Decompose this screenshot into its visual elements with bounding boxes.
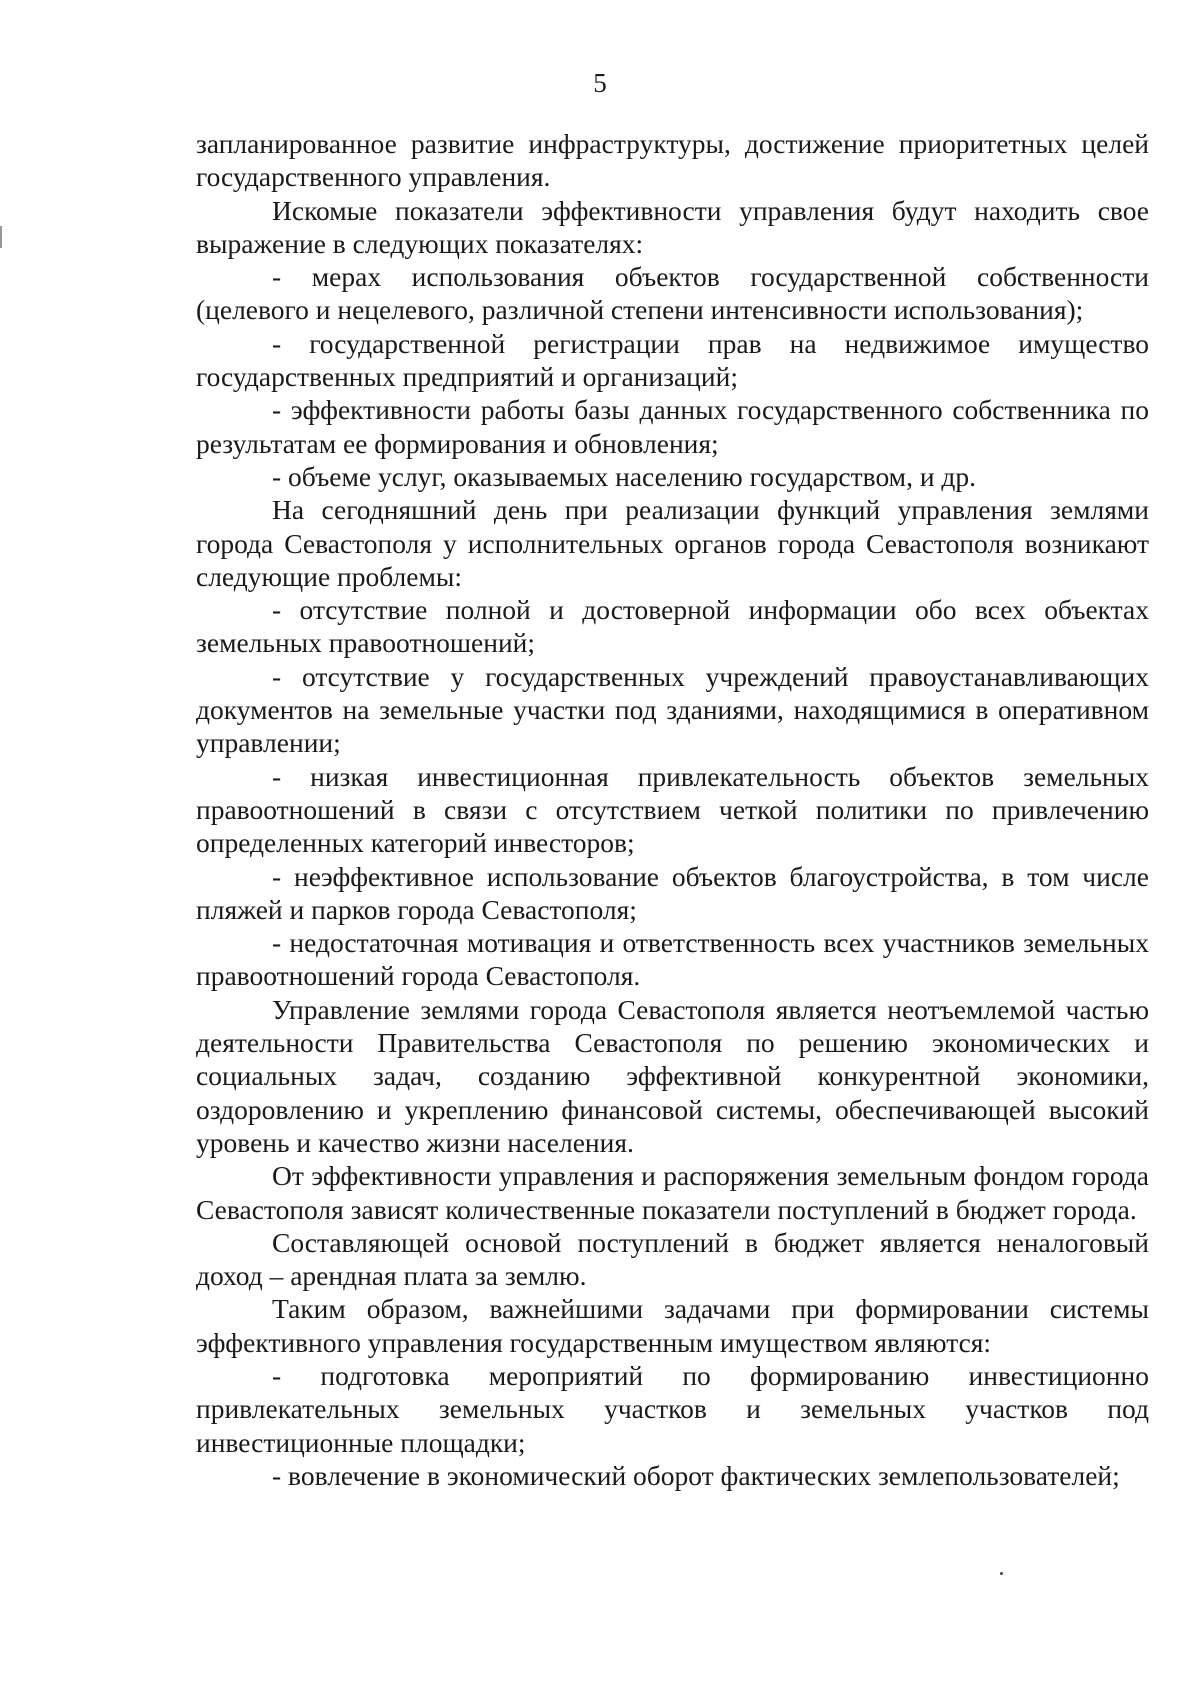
list-item: - неэффективное использование объектов благоустройства, в том числе пляжей и парков города Севастополя; bbox=[196, 860, 1149, 925]
list-item: - низкая инвестиционная привлекательность объектов земельных правоотношений в связи с отсутствием четкой политики по привлечению определенных категорий инвесторов; bbox=[196, 760, 1149, 859]
paragraph: От эффективности управления и распоряжения земельным фондом города Севастополя зависят количественные показатели поступлений в бюджет города. bbox=[196, 1160, 1149, 1225]
scan-speck bbox=[1000, 1572, 1003, 1575]
paragraph: Таким образом, важнейшими задачами при формировании системы эффективного управления государственным имуществом являются: bbox=[196, 1293, 1149, 1358]
list-item: - отсутствие полной и достоверной информации обо всех объектах земельных правоотношений; bbox=[196, 594, 1149, 659]
paragraph: запланированное развитие инфраструктуры, достижение приоритетных целей государственного управления. bbox=[196, 128, 1149, 193]
list-item: - вовлечение в экономический оборот фактических землепользователей; bbox=[272, 1459, 1120, 1491]
page-number: 5 bbox=[593, 68, 607, 98]
list-item: - недостаточная мотивация и ответственность всех участников земельных правоотношений города Севастополя. bbox=[196, 927, 1149, 992]
scan-edge-mark bbox=[0, 226, 2, 248]
list-item: - объеме услуг, оказываемых населению государством, и др. bbox=[272, 460, 977, 492]
document-body bbox=[196, 127, 1149, 1492]
list-item: - подготовка мероприятий по формированию инвестиционно привлекательных земельных участков и земельных участков под инвестиционные площадки; bbox=[196, 1359, 1149, 1458]
list-item: - мерах использования объектов государственной собственности (целевого и нецелевого, различной степени интенсивности использования); bbox=[196, 261, 1149, 326]
paragraph: Составляющей основой поступлений в бюджет является неналоговый доход – арендная плата за землю. bbox=[196, 1226, 1149, 1292]
paragraph: Управление землями города Севастополя является неотъемлемой частью деятельности Правительства Севастополя по решению экономических и социальных задач, созданию эффективной конкурентной экономики, оздоровлению и укреплению финансовой системы, обеспечивающей высокий уровень и качество жизни населения. bbox=[196, 993, 1149, 1158]
list-item: - государственной регистрации прав на недвижимое имущество государственных предприятий и организаций; bbox=[196, 327, 1149, 393]
list-item: - отсутствие у государственных учреждений правоустанавливающих документов на земельные участки под зданиями, находящимися в оперативном управлении; bbox=[196, 660, 1149, 759]
paragraph: На сегодняшний день при реализации функций управления землями города Севастополя у исполнительных органов города Севастополя возникают следующие проблемы: bbox=[196, 494, 1149, 592]
paragraph: Искомые показатели эффективности управления будут находить свое выражение в следующих показателях: bbox=[196, 194, 1149, 259]
list-item: - эффективности работы базы данных государственного собственника по результатам ее формирования и обновления; bbox=[196, 394, 1149, 459]
